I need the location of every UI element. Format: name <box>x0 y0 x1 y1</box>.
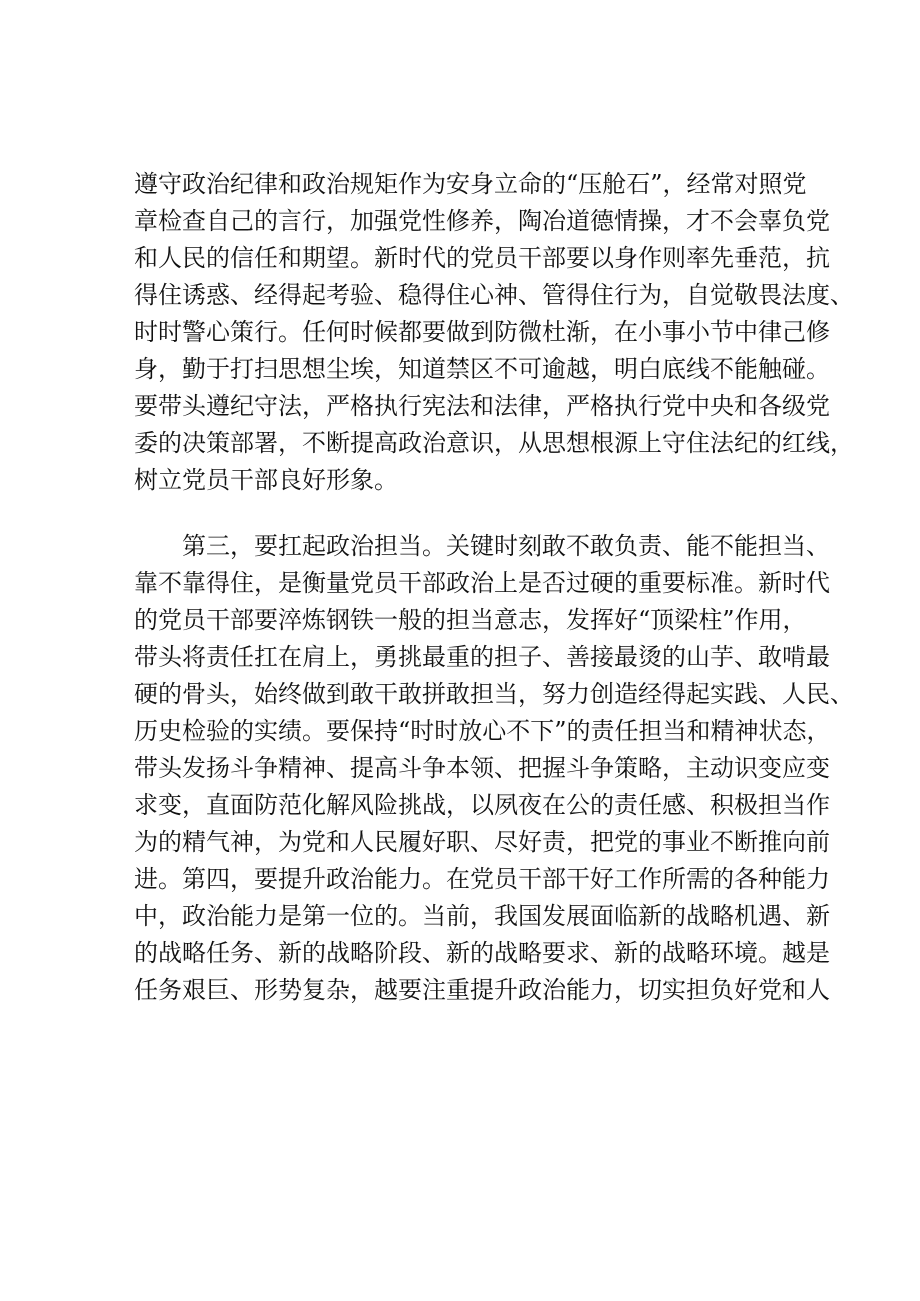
paragraph-line: 要带头遵纪守法，严格执行宪法和法律，严格执行党中央和各级党 <box>134 392 830 420</box>
paragraph-line: 带头将责任扛在肩上，勇挑最重的担子、善接最烫的山芋、敢啃最 <box>134 643 830 671</box>
paragraph-2 <box>134 528 854 1009</box>
paragraph-line: 第三，要扛起政治担当。关键时刻敢不敢负责、能不能担当、 <box>182 532 830 560</box>
paragraph-line: 章检查自己的言行，加强党性修养，陶冶道德情操，才不会辜负党 <box>134 207 830 235</box>
paragraph-line: 为的精气神，为党和人民履好职、尽好责，把党的事业不断推向前 <box>134 828 830 856</box>
paragraph-1 <box>134 166 854 499</box>
paragraph-line: 求变，直面防范化解风险挑战，以夙夜在公的责任感、积极担当作 <box>134 791 830 819</box>
paragraph-line: 委的决策部署，不断提高政治意识，从思想根源上守住法纪的红线， <box>134 429 854 457</box>
paragraph-line: 和人民的信任和期望。新时代的党员干部要以身作则率先垂范，抗 <box>134 244 830 272</box>
paragraph-line: 身，勤于打扫思想尘埃，知道禁区不可逾越，明白底线不能触碰。 <box>134 355 830 383</box>
paragraph-line: 树立党员干部良好形象。 <box>134 466 398 494</box>
paragraph-line: 进。第四，要提升政治能力。在党员干部干好工作所需的各种能力 <box>134 865 830 893</box>
paragraph-line: 得住诱惑、经得起考验、稳得住心神、管得住行为，自觉敬畏法度、 <box>134 281 854 309</box>
paragraph-line: 中，政治能力是第一位的。当前，我国发展面临新的战略机遇、新 <box>134 902 830 930</box>
paragraph-line: 带头发扬斗争精神、提高斗争本领、把握斗争策略，主动识变应变 <box>134 754 830 782</box>
paragraph-line: 靠不靠得住，是衡量党员干部政治上是否过硬的重要标准。新时代 <box>134 569 830 597</box>
paragraph-line: 的党员干部要淬炼钢铁一般的担当意志，发挥好“顶梁柱”作用， <box>134 606 807 634</box>
paragraph-line: 时时警心策行。任何时候都要做到防微杜渐，在小事小节中律己修 <box>134 318 830 346</box>
paragraph-line: 遵守政治纪律和政治规矩作为安身立命的“压舱石”，经常对照党 <box>134 170 807 198</box>
paragraph-line: 硬的骨头，始终做到敢干敢拼敢担当，努力创造经得起实践、人民、 <box>134 680 854 708</box>
paragraph-line: 的战略任务、新的战略阶段、新的战略要求、新的战略环境。越是 <box>134 939 830 967</box>
paragraph-line: 任务艰巨、形势复杂，越要注重提升政治能力，切实担负好党和人 <box>134 976 830 1004</box>
paragraph-line: 历史检验的实绩。要保持“时时放心不下”的责任担当和精神状态， <box>134 717 831 745</box>
